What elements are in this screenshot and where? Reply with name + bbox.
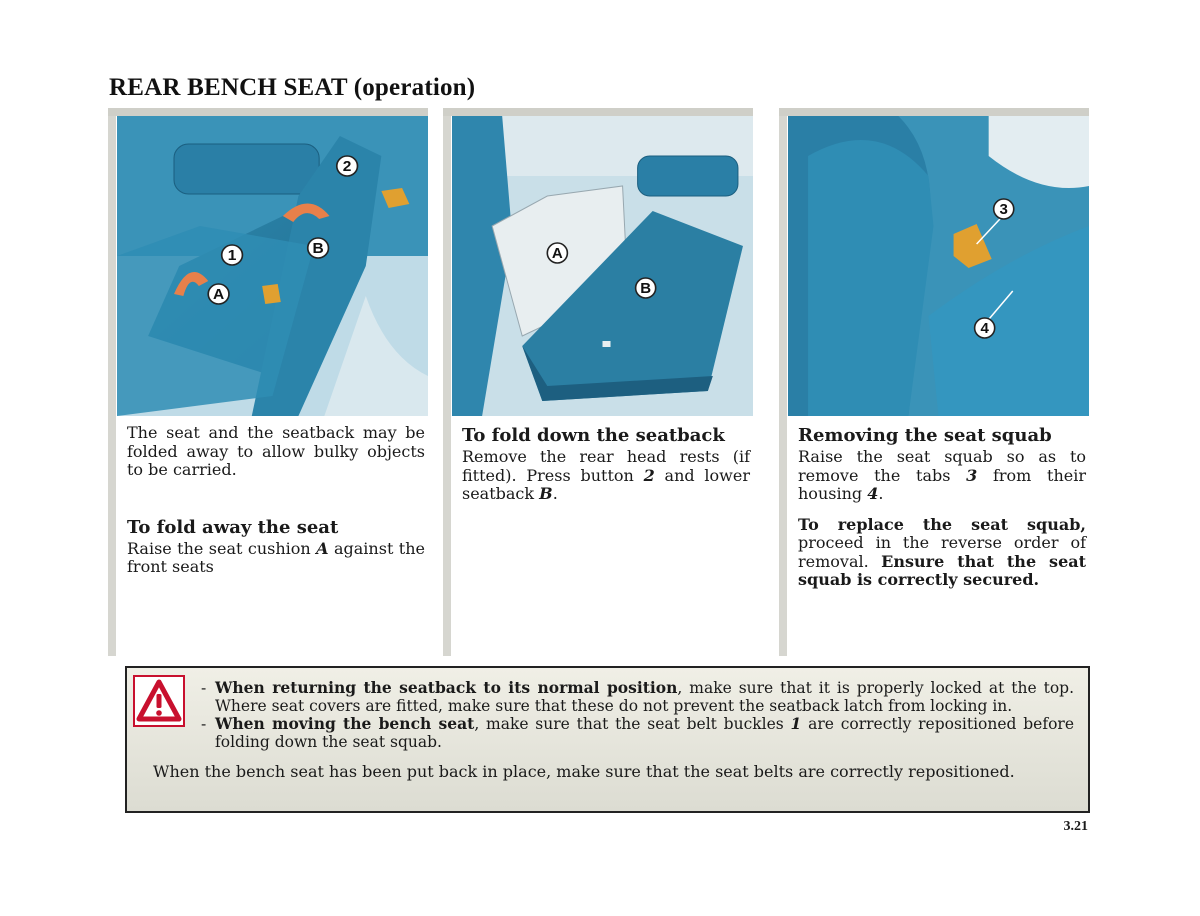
callout-2: [337, 156, 358, 176]
section-heading-fold-seat: To fold away the seat: [127, 516, 339, 538]
svg-text:A: A: [551, 245, 563, 262]
photo-seatback-folded: [452, 116, 753, 416]
callout-4: [975, 318, 995, 338]
page-number: 3.21: [1063, 819, 1088, 834]
column-top-band: [443, 108, 753, 116]
svg-text:2: 2: [342, 158, 352, 175]
page-title: REAR BENCH SEAT (operation): [109, 74, 476, 101]
callout-b: [308, 238, 329, 258]
warning-item-seatback: - When returning the seatback to its normal position, make sure that it is properly locked at the top. Where seat covers are fitted, make sure that these do not prevent the seatback latch from locking in.: [201, 678, 1074, 715]
fold-seat-instructions: Raise the seat cushion A against the front seats: [127, 538, 425, 576]
intro-text: The seat and the seatback may be folded away to allow bulky objects to be carried.: [127, 423, 425, 479]
section-heading-fold-seatback: To fold down the seatback: [462, 425, 725, 446]
callout-1: [222, 245, 243, 265]
warning-item-bench-seat: - When moving the bench seat, make sure that the seat belt buckles 1 are correctly repositioned before folding down the seat squab.: [201, 714, 1074, 751]
svg-text:A: A: [212, 286, 225, 303]
svg-text:4: 4: [980, 320, 989, 337]
warning-footer-text: When the bench seat has been put back in place, make sure that the seat belts are correctly repositioned.: [153, 762, 1015, 781]
column-fold-seat: [108, 108, 428, 656]
svg-text:1: 1: [227, 247, 237, 264]
section-heading-remove-squab: Removing the seat squab: [798, 425, 1052, 446]
warning-box: [125, 666, 1090, 813]
callout-a: [208, 284, 229, 304]
callout-b: [636, 278, 656, 298]
replace-squab-instructions: To replace the seat squab, proceed in the reverse order of removal. Ensure that the seat squab is correctly secured.: [798, 514, 1087, 589]
column-fold-seatback: [443, 108, 753, 656]
column-remove-squab: [779, 108, 1089, 656]
warning-triangle-icon: [133, 675, 185, 727]
svg-text:B: B: [640, 280, 652, 297]
column-top-band: [108, 108, 428, 116]
column-top-band: [779, 108, 1089, 116]
photo-rear-seat-folding: [117, 116, 428, 416]
photo-seat-squab-tabs: [788, 116, 1089, 416]
svg-text:3: 3: [999, 201, 1008, 218]
svg-text:B: B: [312, 240, 324, 257]
fold-seatback-instructions: Remove the rear head rests (if fitted). Press button 2 and lower seatback B.: [462, 447, 750, 503]
remove-squab-instructions: Raise the seat squab so as to remove the tabs 3 from their housing 4.: [798, 447, 1087, 503]
callout-a: [547, 243, 567, 263]
callout-3: [994, 199, 1014, 219]
